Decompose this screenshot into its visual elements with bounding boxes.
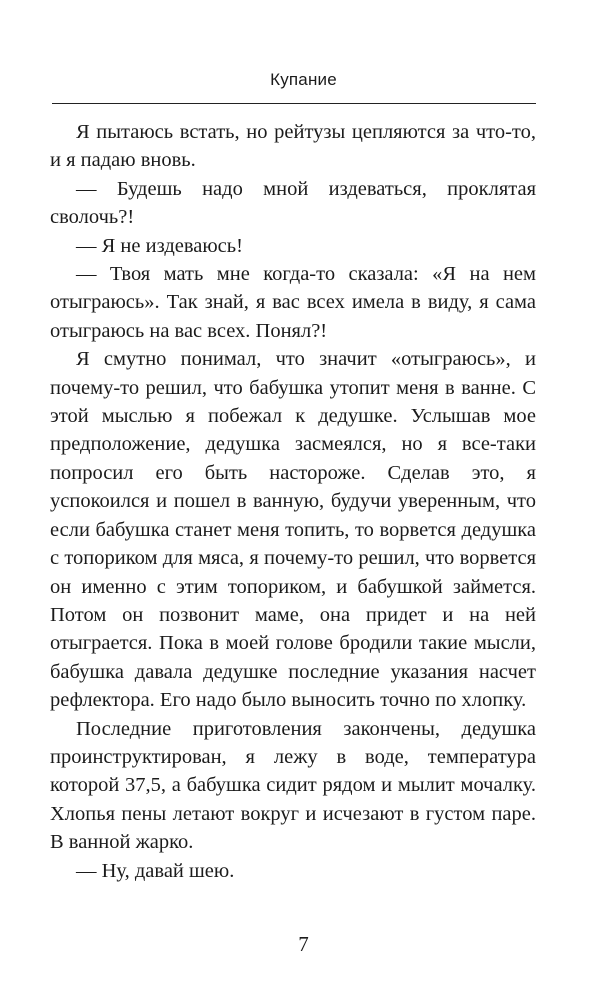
paragraph: — Будешь надо мной издеваться, проклятая сволочь?! <box>50 177 536 229</box>
paragraph: — Твоя мать мне когда-то сказала: «Я на нем отыграюсь». Так знай, я вас всех имела в виду, я сама отыграюсь на вас всех. Понял?! <box>50 263 536 342</box>
header-rule <box>52 103 536 104</box>
running-head: Купание <box>270 70 337 89</box>
paragraph: — Я не издеваюсь! <box>76 234 243 257</box>
page-number: 7 <box>298 932 309 956</box>
paragraph: Последние приготовления закончены, дедушка проинструктирован, я лежу в воде, температура которой 37,5, а бабушка сидит рядом и мылит мочалку. Хлопья пены летают вокруг и исчезают в густом паре. В ванной жарко. <box>50 717 536 854</box>
body-text <box>50 118 536 885</box>
paragraph: Я смутно понимал, что значит «отыграюсь», и почему-то решил, что бабушка утопит меня в ванне. С этой мыслью я побежал к дедушке. Услышав мое предположение, дедушка засмеялся, но я все-таки попросил его быть настороже. Сделав это, я успокоился и пошел в ванную, будучи уверенным, что если бабушка станет меня топить, то ворвется дедушка с топориком для мяса, я почему-то решил, что ворвется он именно с этим топориком, и бабушкой займется. Потом он позвонит маме, она придет и на ней отыграется. Пока в моей голове бродили такие мысли, бабушка давала дедушке последние указания насчет рефлектора. Его надо было выносить точно по хлопку. <box>50 348 536 712</box>
paragraph: — Ну, давай шею. <box>76 859 235 882</box>
paragraph: Я пытаюсь встать, но рейтузы цепляются за что-то, и я падаю вновь. <box>50 121 536 172</box>
